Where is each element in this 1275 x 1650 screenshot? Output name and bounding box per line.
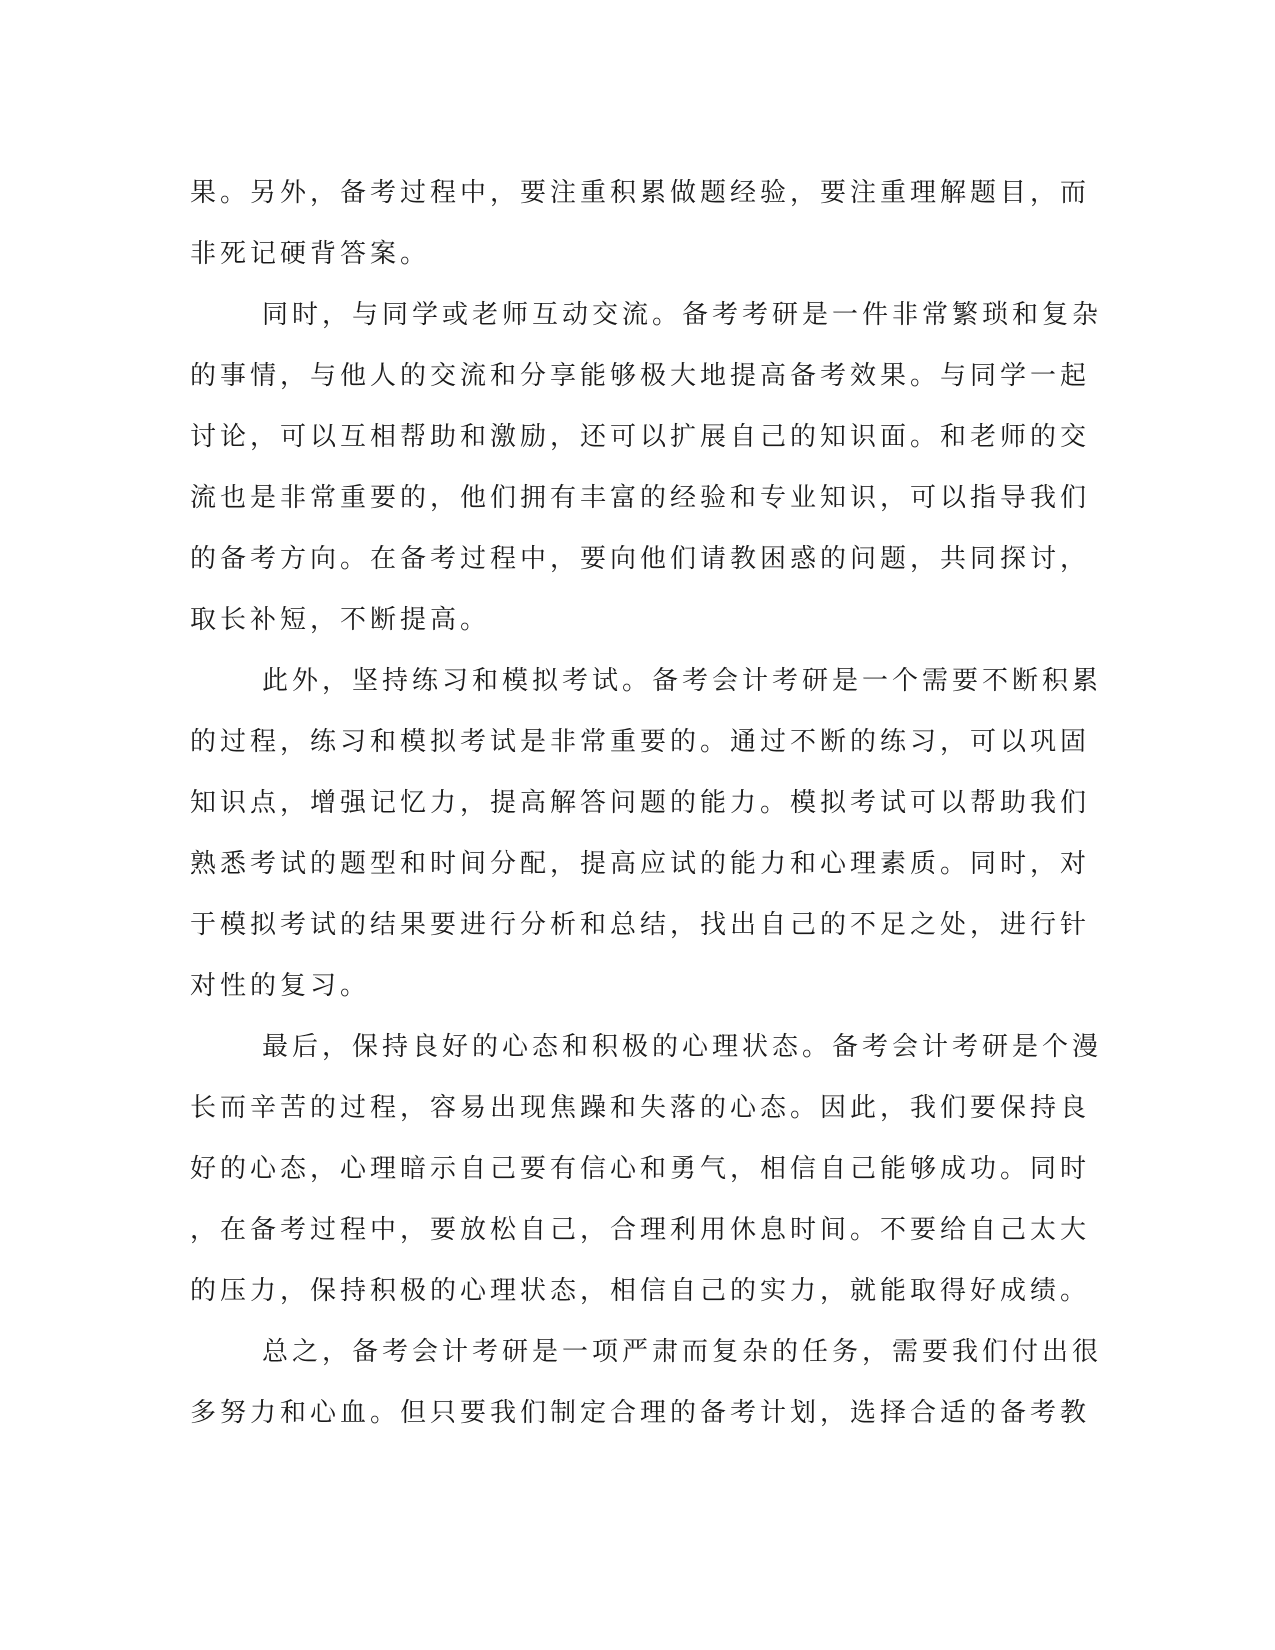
paragraph-first-line: 总之，备考会计考研是一项严肃而复杂的任务，需要我们付出很 — [262, 1337, 1103, 1367]
text-line: 于模拟考试的结果要进行分析和总结，找出自己的不足之处，进行针 — [190, 910, 1091, 940]
text-line: 的备考方向。在备考过程中，要向他们请教困惑的问题，共同探讨， — [190, 544, 1091, 574]
paragraph-first-line: 同时，与同学或老师互动交流。备考考研是一件非常繁琐和复杂 — [262, 300, 1103, 330]
text-line: 的压力，保持积极的心理状态，相信自己的实力，就能取得好成绩。 — [190, 1276, 1091, 1306]
paragraph-first-line: 此外，坚持练习和模拟考试。备考会计考研是一个需要不断积累 — [262, 666, 1103, 696]
text-line: 流也是非常重要的，他们拥有丰富的经验和专业知识，可以指导我们 — [190, 483, 1091, 513]
text-line: 讨论，可以互相帮助和激励，还可以扩展自己的知识面。和老师的交 — [190, 422, 1091, 452]
text-line: ，在备考过程中，要放松自己，合理利用休息时间。不要给自己太大 — [190, 1215, 1091, 1245]
body-text — [190, 163, 1103, 1444]
text-line: 果。另外，备考过程中，要注重积累做题经验，要注重理解题目，而 — [190, 178, 1091, 208]
text-line: 知识点，增强记忆力，提高解答问题的能力。模拟考试可以帮助我们 — [190, 788, 1091, 818]
text-line: 非死记硬背答案。 — [190, 239, 431, 269]
text-line: 的过程，练习和模拟考试是非常重要的。通过不断的练习，可以巩固 — [190, 727, 1091, 757]
text-line: 多努力和心血。但只要我们制定合理的备考计划，选择合适的备考教 — [190, 1398, 1091, 1428]
text-line: 取长补短，不断提高。 — [190, 605, 491, 635]
text-line: 好的心态，心理暗示自己要有信心和勇气，相信自己能够成功。同时 — [190, 1154, 1091, 1184]
text-line: 对性的复习。 — [190, 971, 371, 1001]
text-line: 熟悉考试的题型和时间分配，提高应试的能力和心理素质。同时，对 — [190, 849, 1091, 879]
text-line: 的事情，与他人的交流和分享能够极大地提高备考效果。与同学一起 — [190, 361, 1091, 391]
paragraph-first-line: 最后，保持良好的心态和积极的心理状态。备考会计考研是个漫 — [262, 1032, 1103, 1062]
text-line: 长而辛苦的过程，容易出现焦躁和失落的心态。因此，我们要保持良 — [190, 1093, 1091, 1123]
